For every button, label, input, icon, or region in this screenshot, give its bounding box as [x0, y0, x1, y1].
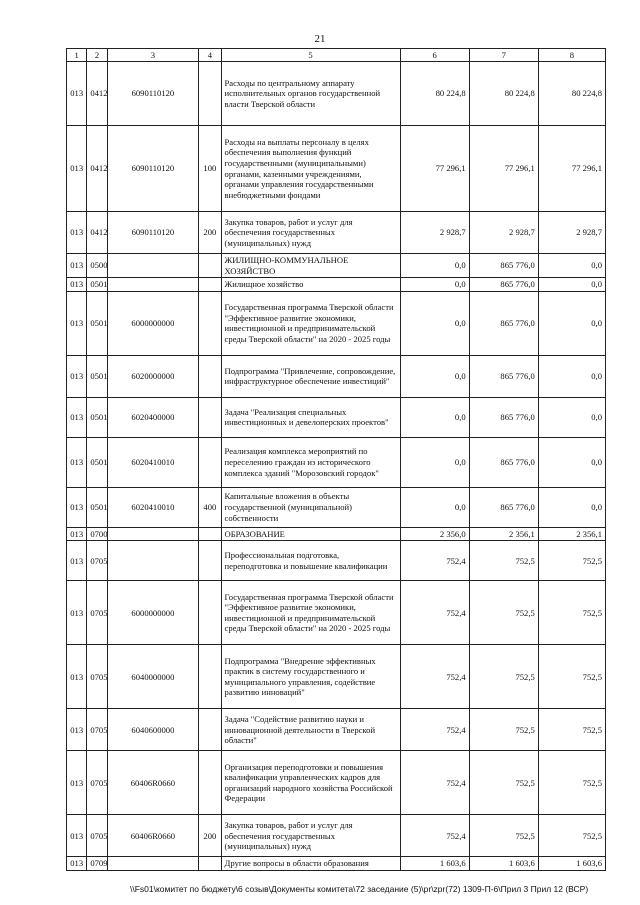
cell-amount-col6: 2 356,0 — [400, 527, 469, 541]
cell-amount-col8: 1 603,6 — [538, 857, 605, 871]
cell-amount-col8: 0,0 — [538, 487, 605, 527]
cell-amount-col6: 752,4 — [400, 541, 469, 581]
cell-description: Жилищное хозяйство — [221, 278, 400, 292]
cell-description: Задача "Содействие развитию науки и инновационной деятельности в Тверской области" — [221, 709, 400, 751]
cell-department: 013 — [67, 62, 87, 126]
column-header-7: 7 — [469, 49, 538, 62]
table-row — [67, 62, 606, 126]
table-row — [67, 487, 606, 527]
cell-section: 0705 — [87, 815, 107, 857]
table-row — [67, 541, 606, 581]
cell-amount-col8: 0,0 — [538, 291, 605, 355]
table-row — [67, 645, 606, 709]
table-row — [67, 581, 606, 645]
cell-amount-col6: 752,4 — [400, 645, 469, 709]
table-row — [67, 254, 606, 278]
cell-description: Расходы по центральному аппарату исполнительных органов государственной власти Тверской области — [221, 62, 400, 126]
cell-target-article: 6090110120 — [107, 62, 199, 126]
budget-table — [66, 48, 606, 871]
cell-amount-col7: 752,5 — [469, 709, 538, 751]
cell-target-article: 6040000000 — [107, 645, 199, 709]
cell-expense-type: 200 — [199, 815, 221, 857]
cell-section: 0705 — [87, 645, 107, 709]
cell-target-article: 6040600000 — [107, 709, 199, 751]
cell-amount-col8: 80 224,8 — [538, 62, 605, 126]
cell-section: 0705 — [87, 709, 107, 751]
cell-section: 0501 — [87, 397, 107, 437]
cell-description: Закупка товаров, работ и услуг для обеспечения государственных (муниципальных) нужд — [221, 212, 400, 254]
cell-amount-col7: 752,5 — [469, 581, 538, 645]
cell-amount-col8: 2 928,7 — [538, 212, 605, 254]
cell-target-article: 6000000000 — [107, 581, 199, 645]
table-row — [67, 709, 606, 751]
cell-expense-type: 200 — [199, 212, 221, 254]
cell-department: 013 — [67, 751, 87, 815]
table-row — [67, 751, 606, 815]
cell-expense-type — [199, 62, 221, 126]
cell-amount-col8: 752,5 — [538, 645, 605, 709]
cell-amount-col8: 2 356,1 — [538, 527, 605, 541]
column-header-5: 5 — [221, 49, 400, 62]
cell-amount-col7: 752,5 — [469, 541, 538, 581]
column-header-3: 3 — [107, 49, 199, 62]
cell-expense-type — [199, 291, 221, 355]
cell-description: ОБРАЗОВАНИЕ — [221, 527, 400, 541]
column-header-1: 1 — [67, 49, 87, 62]
cell-amount-col8: 752,5 — [538, 815, 605, 857]
cell-expense-type — [199, 751, 221, 815]
table-row — [67, 437, 606, 487]
cell-expense-type — [199, 397, 221, 437]
cell-expense-type — [199, 857, 221, 871]
cell-amount-col7: 1 603,6 — [469, 857, 538, 871]
cell-expense-type — [199, 541, 221, 581]
cell-amount-col7: 752,5 — [469, 645, 538, 709]
cell-target-article: 6020000000 — [107, 355, 199, 397]
cell-section: 0501 — [87, 291, 107, 355]
table-row — [67, 212, 606, 254]
column-header-4: 4 — [199, 49, 221, 62]
cell-amount-col7: 865 776,0 — [469, 397, 538, 437]
cell-section: 0501 — [87, 437, 107, 487]
cell-target-article — [107, 278, 199, 292]
cell-amount-col6: 752,4 — [400, 709, 469, 751]
cell-target-article — [107, 254, 199, 278]
cell-description: Расходы на выплаты персоналу в целях обеспечения выполнения функций государственными (муниципальными) органами, казенными учреждениями, органами управления государственными внебюджетными фондами — [221, 126, 400, 212]
cell-amount-col8: 752,5 — [538, 581, 605, 645]
cell-amount-col6: 0,0 — [400, 487, 469, 527]
cell-amount-col6: 752,4 — [400, 751, 469, 815]
cell-target-article — [107, 541, 199, 581]
cell-amount-col7: 865 776,0 — [469, 254, 538, 278]
cell-expense-type — [199, 254, 221, 278]
cell-description: Задача "Реализация специальных инвестиционных и девелоперских проектов" — [221, 397, 400, 437]
cell-description: ЖИЛИЩНО-КОММУНАЛЬНОЕ ХОЗЯЙСТВО — [221, 254, 400, 278]
cell-department: 013 — [67, 291, 87, 355]
cell-target-article: 6020410010 — [107, 487, 199, 527]
cell-department: 013 — [67, 487, 87, 527]
column-header-8: 8 — [538, 49, 605, 62]
cell-target-article: 6020410010 — [107, 437, 199, 487]
cell-amount-col8: 0,0 — [538, 254, 605, 278]
cell-amount-col8: 0,0 — [538, 278, 605, 292]
table-row — [67, 857, 606, 871]
cell-expense-type: 100 — [199, 126, 221, 212]
cell-section: 0501 — [87, 487, 107, 527]
cell-section: 0705 — [87, 581, 107, 645]
cell-department: 013 — [67, 645, 87, 709]
cell-target-article — [107, 527, 199, 541]
cell-amount-col7: 865 776,0 — [469, 355, 538, 397]
table-row — [67, 815, 606, 857]
cell-section: 0501 — [87, 278, 107, 292]
cell-department: 013 — [67, 541, 87, 581]
cell-amount-col6: 752,4 — [400, 581, 469, 645]
cell-amount-col7: 865 776,0 — [469, 437, 538, 487]
cell-expense-type — [199, 581, 221, 645]
cell-amount-col6: 752,4 — [400, 815, 469, 857]
cell-description: Профессиональная подготовка, переподготовка и повышение квалификации — [221, 541, 400, 581]
cell-section: 0705 — [87, 541, 107, 581]
cell-expense-type — [199, 527, 221, 541]
cell-expense-type — [199, 645, 221, 709]
cell-amount-col6: 0,0 — [400, 278, 469, 292]
cell-department: 013 — [67, 278, 87, 292]
cell-department: 013 — [67, 126, 87, 212]
cell-description: Подпрограмма "Внедрение эффективных практик в систему государственного и муниципального управления, содействие развитию инноваций" — [221, 645, 400, 709]
cell-amount-col6: 0,0 — [400, 437, 469, 487]
cell-amount-col6: 77 296,1 — [400, 126, 469, 212]
file-path-footer: \\Fs01\комитет по бюджету\6 созыв\Документы комитета\72 заседание (5)\pr\zpr(72) 1309-П-6\Прил 3 Прил 12 (ВСР) — [130, 884, 589, 894]
cell-amount-col6: 0,0 — [400, 291, 469, 355]
cell-expense-type — [199, 355, 221, 397]
cell-department: 013 — [67, 397, 87, 437]
cell-target-article — [107, 857, 199, 871]
page-number: 21 — [314, 33, 326, 45]
cell-expense-type: 400 — [199, 487, 221, 527]
cell-amount-col7: 865 776,0 — [469, 278, 538, 292]
cell-amount-col6: 80 224,8 — [400, 62, 469, 126]
cell-amount-col7: 752,5 — [469, 815, 538, 857]
cell-section: 0412 — [87, 62, 107, 126]
cell-department: 013 — [67, 527, 87, 541]
cell-amount-col8: 77 296,1 — [538, 126, 605, 212]
table-row — [67, 126, 606, 212]
cell-department: 013 — [67, 581, 87, 645]
cell-description: Подпрограмма "Привлечение, сопровождение, инфраструктурное обеспечение инвестиций" — [221, 355, 400, 397]
cell-expense-type — [199, 709, 221, 751]
cell-description: Государственная программа Тверской области "Эффективное развитие экономики, инвестиционной и предпринимательской среды Тверской области" на 2020 - 2025 годы — [221, 581, 400, 645]
cell-target-article: 60406R0660 — [107, 751, 199, 815]
cell-section: 0501 — [87, 355, 107, 397]
cell-target-article: 6020400000 — [107, 397, 199, 437]
cell-amount-col6: 0,0 — [400, 355, 469, 397]
cell-amount-col8: 0,0 — [538, 355, 605, 397]
cell-description: Организация переподготовки и повышения квалификации управленческих кадров для организаций народного хозяйства Российской Федерации — [221, 751, 400, 815]
table-row — [67, 355, 606, 397]
cell-amount-col8: 0,0 — [538, 437, 605, 487]
cell-section: 0705 — [87, 751, 107, 815]
cell-amount-col6: 1 603,6 — [400, 857, 469, 871]
column-header-2: 2 — [87, 49, 107, 62]
cell-amount-col7: 80 224,8 — [469, 62, 538, 126]
cell-description: Государственная программа Тверской области "Эффективное развитие экономики, инвестиционной и предпринимательской среды Тверской области" на 2020 - 2025 годы — [221, 291, 400, 355]
cell-description: Другие вопросы в области образования — [221, 857, 400, 871]
cell-amount-col6: 0,0 — [400, 254, 469, 278]
cell-amount-col8: 0,0 — [538, 397, 605, 437]
table-row — [67, 291, 606, 355]
cell-amount-col7: 752,5 — [469, 751, 538, 815]
cell-department: 013 — [67, 857, 87, 871]
cell-target-article: 6000000000 — [107, 291, 199, 355]
column-header-6: 6 — [400, 49, 469, 62]
cell-department: 013 — [67, 709, 87, 751]
cell-department: 013 — [67, 437, 87, 487]
cell-amount-col7: 865 776,0 — [469, 291, 538, 355]
cell-department: 013 — [67, 355, 87, 397]
cell-expense-type — [199, 437, 221, 487]
cell-amount-col8: 752,5 — [538, 709, 605, 751]
cell-section: 0412 — [87, 212, 107, 254]
cell-amount-col6: 0,0 — [400, 397, 469, 437]
cell-amount-col7: 865 776,0 — [469, 487, 538, 527]
cell-target-article: 6090110120 — [107, 212, 199, 254]
cell-department: 013 — [67, 254, 87, 278]
cell-amount-col7: 2 928,7 — [469, 212, 538, 254]
cell-description: Реализация комплекса мероприятий по переселению граждан из исторического комплекса зданий "Морозовский городок" — [221, 437, 400, 487]
cell-section: 0709 — [87, 857, 107, 871]
cell-amount-col7: 2 356,1 — [469, 527, 538, 541]
cell-amount-col6: 2 928,7 — [400, 212, 469, 254]
table-row — [67, 527, 606, 541]
cell-target-article: 60406R0660 — [107, 815, 199, 857]
cell-description: Капитальные вложения в объекты государственной (муниципальной) собственности — [221, 487, 400, 527]
cell-amount-col8: 752,5 — [538, 541, 605, 581]
table-row — [67, 278, 606, 292]
table-header-row — [67, 49, 606, 62]
cell-amount-col8: 752,5 — [538, 751, 605, 815]
cell-department: 013 — [67, 212, 87, 254]
cell-target-article: 6090110120 — [107, 126, 199, 212]
cell-department: 013 — [67, 815, 87, 857]
cell-expense-type — [199, 278, 221, 292]
cell-amount-col7: 77 296,1 — [469, 126, 538, 212]
cell-section: 0700 — [87, 527, 107, 541]
cell-section: 0500 — [87, 254, 107, 278]
cell-section: 0412 — [87, 126, 107, 212]
cell-description: Закупка товаров, работ и услуг для обеспечения государственных (муниципальных) нужд — [221, 815, 400, 857]
table-row — [67, 397, 606, 437]
